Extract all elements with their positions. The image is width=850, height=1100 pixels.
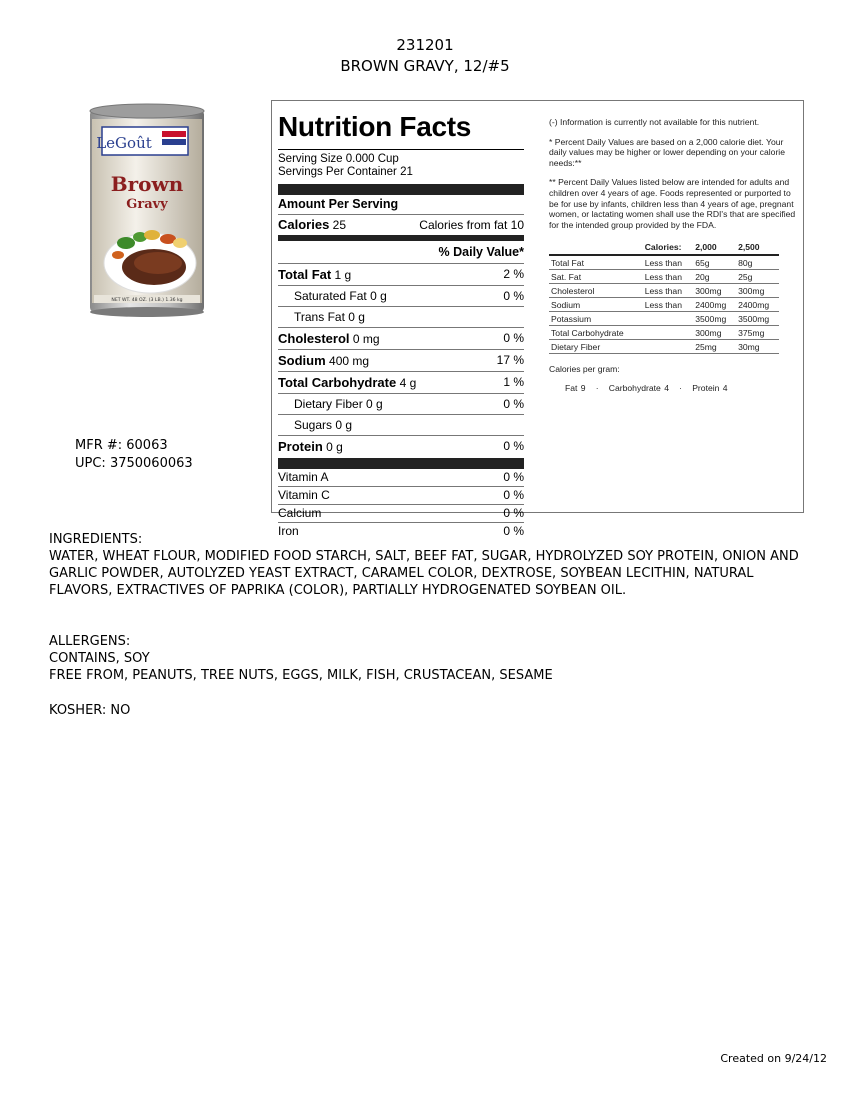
nutrient-row [278, 414, 524, 435]
dv-table-cell: 20g [693, 270, 736, 284]
dv-table-header [549, 239, 643, 255]
dv-table-header: 2,500 [736, 239, 779, 255]
nutrient-amount: 0 g [335, 418, 353, 432]
vitamin-row [278, 486, 524, 504]
nutrient-row [278, 327, 524, 349]
product-code: 231201 [396, 36, 454, 54]
nutrition-title: Nutrition Facts [278, 111, 472, 142]
product-can-image [88, 103, 206, 319]
nutrient-label: Sugars [294, 418, 333, 432]
dv-table-cell: Sat. Fat [549, 270, 643, 284]
dv-table-row [549, 326, 779, 340]
note-pdv2: ** Percent Daily Values listed below are intended for adults and children over 4 years of age. Foods represented or purported to be for use by infants, children less than 4 years of age, pregnant women, or lactating women shall use the RDI's that are specified for the intended group provided by the FDA. [549, 177, 796, 230]
allergens-free-from: FREE FROM, PEANUTS, TREE NUTS, EGGS, MILK, FISH, CRUSTACEAN, SESAME [49, 668, 553, 683]
calories-per-gram-values: Fat 9 · Carbohydrate 4 · Protein 4 [565, 382, 728, 393]
dv-table-cell: 2400mg [693, 298, 736, 312]
nutrient-label: Protein [278, 439, 323, 454]
dv-table-cell [643, 312, 693, 326]
nutrient-row [278, 349, 524, 371]
dv-table-row [549, 270, 779, 284]
nutrient-row [278, 285, 524, 306]
dv-table-cell: 65g [693, 255, 736, 270]
can-line2: Gravy [126, 197, 168, 212]
nutrition-label [278, 105, 524, 540]
can-brand: LeGoût [96, 134, 152, 152]
nutrient-label: Trans Fat [294, 310, 345, 324]
dv-table-cell: 300mg [693, 326, 736, 340]
calories-label: Calories [278, 217, 330, 232]
nutrient-label: Saturated Fat [294, 289, 367, 303]
vitamin-row [278, 469, 524, 486]
dv-table-cell: Total Carbohydrate [549, 326, 643, 340]
dv-table-row [549, 298, 779, 312]
nutrient-dv: 0 % [503, 289, 524, 303]
vitamin-label: Iron [278, 524, 299, 538]
nutrient-amount: 0 g [348, 310, 365, 324]
nutrient-dv: 0 % [503, 331, 524, 345]
dv-table-cell: Less than [643, 255, 693, 270]
nutrient-amount: 400 mg [329, 354, 370, 368]
calories-value: 25 [332, 218, 347, 232]
nutrient-amount: 0 g [326, 440, 343, 454]
nutrient-dv: 1 % [503, 375, 524, 389]
dv-table-row [549, 284, 779, 298]
allergens-heading: ALLERGENS: [49, 634, 131, 649]
allergens-contains: CONTAINS, SOY [49, 651, 150, 666]
nutrient-label: Total Fat [278, 267, 332, 282]
vitamin-dv: 0 % [503, 470, 524, 484]
dv-table-cell: 3500mg [693, 312, 736, 326]
vitamin-dv: 0 % [503, 488, 524, 502]
calories-per-gram: Calories per gram: [549, 364, 620, 375]
vitamin-label: Vitamin C [278, 488, 330, 502]
nutrient-label: Dietary Fiber [294, 397, 363, 411]
calories-row [278, 214, 524, 235]
ingredients-text: WATER, WHEAT FLOUR, MODIFIED FOOD STARCH, SALT, BEEF FAT, SUGAR, HYDROLYZED SOY PROTEIN, ONION AND GARLIC POWDER, AUTOLYZED YEAST EXTRACT, CARAMEL COLOR, DEXTROSE, SOYBEAN LECITHIN, NATURAL FLAVORS, EXTRACTIVES OF PAPRIKA (COLOR), PARTIALLY HYDROGENATED SOYBEAN OIL. [49, 549, 799, 598]
dv-table-cell: 80g [736, 255, 779, 270]
dv-table-cell: 25mg [693, 340, 736, 354]
dv-table-cell: Sodium [549, 298, 643, 312]
dv-table-cell: 3500mg [736, 312, 779, 326]
nutrient-row [278, 263, 524, 285]
kosher-status: KOSHER: NO [49, 703, 131, 718]
nutrition-notes [549, 117, 801, 394]
nutrient-dv: 17 % [496, 353, 524, 367]
nutrient-amount: 1 g [334, 268, 352, 282]
dv-table-cell: 30mg [736, 340, 779, 354]
nutrient-label: Cholesterol [278, 331, 350, 346]
nutrient-amount: 0 mg [352, 332, 380, 346]
dv-table-header: Calories: [643, 239, 693, 255]
ingredients-section [49, 531, 819, 599]
ingredients-heading: INGREDIENTS: [49, 532, 143, 547]
dv-table-cell: Cholesterol [549, 284, 643, 298]
dv-table-cell: 300mg [693, 284, 736, 298]
dv-table-cell: Less than [643, 298, 693, 312]
dv-table-cell: Total Fat [549, 255, 643, 270]
vitamin-label: Calcium [278, 506, 322, 520]
dv-table-cell: 300mg [736, 284, 779, 298]
mfr-number: MFR #: 60063 [75, 438, 168, 453]
vitamin-dv: 0 % [503, 524, 524, 538]
nutrient-row [278, 393, 524, 414]
nutrient-amount: 4 g [399, 376, 417, 390]
vitamin-dv: 0 % [503, 506, 524, 520]
dv-table-cell: Less than [643, 270, 693, 284]
dv-table-cell: 25g [736, 270, 779, 284]
nutrient-dv: 0 % [503, 397, 524, 411]
note-na: (-) Information is currently not available for this nutrient. [549, 117, 760, 127]
dv-table-cell: Dietary Fiber [549, 340, 643, 354]
daily-value-table [549, 239, 779, 354]
amount-per-serving: Amount Per Serving [278, 197, 399, 211]
note-pdv: * Percent Daily Values are based on a 2,000 calorie diet. Your daily values may be higher or lower depending on your calorie needs:** [549, 136, 785, 168]
dv-table-cell [643, 326, 693, 340]
dv-table-cell: 375mg [736, 326, 779, 340]
serving-size: Serving Size 0.000 Cup [278, 153, 399, 165]
nutrient-row [278, 435, 524, 457]
nutrient-amount: 0 g [370, 289, 387, 303]
nutrient-label: Sodium [278, 353, 326, 368]
dv-table-cell [643, 340, 693, 354]
created-date: Created on 9/24/12 [720, 1052, 827, 1065]
dv-table-row [549, 340, 779, 354]
dv-table-header: 2,000 [693, 239, 736, 255]
vitamin-row [278, 504, 524, 522]
daily-value-header: % Daily Value* [438, 245, 524, 259]
allergens-section [49, 633, 819, 684]
nutrient-dv: 2 % [503, 267, 524, 281]
nutrient-row [278, 371, 524, 393]
upc-number: UPC: 3750060063 [75, 456, 193, 471]
dv-table-cell: 2400mg [736, 298, 779, 312]
dv-table-cell: Less than [643, 284, 693, 298]
nutrient-label: Total Carbohydrate [278, 375, 397, 390]
servings-per-container: Servings Per Container 21 [278, 166, 413, 178]
can-line1: Brown [110, 172, 184, 196]
nutrient-row [278, 306, 524, 327]
dv-table-cell: Potassium [549, 312, 643, 326]
vitamin-label: Vitamin A [278, 470, 329, 484]
nutrient-dv: 0 % [503, 439, 524, 453]
product-name: BROWN GRAVY, 12/#5 [340, 57, 510, 75]
dv-table-row [549, 255, 779, 270]
nutrient-amount: 0 g [366, 397, 383, 411]
can-net-weight: NET WT. 48 OZ. (3 LB.) 1.36 kg [111, 298, 183, 303]
nutrition-facts-panel [271, 100, 804, 538]
dv-table-row [549, 312, 779, 326]
calories-from-fat: Calories from fat 10 [419, 218, 524, 232]
